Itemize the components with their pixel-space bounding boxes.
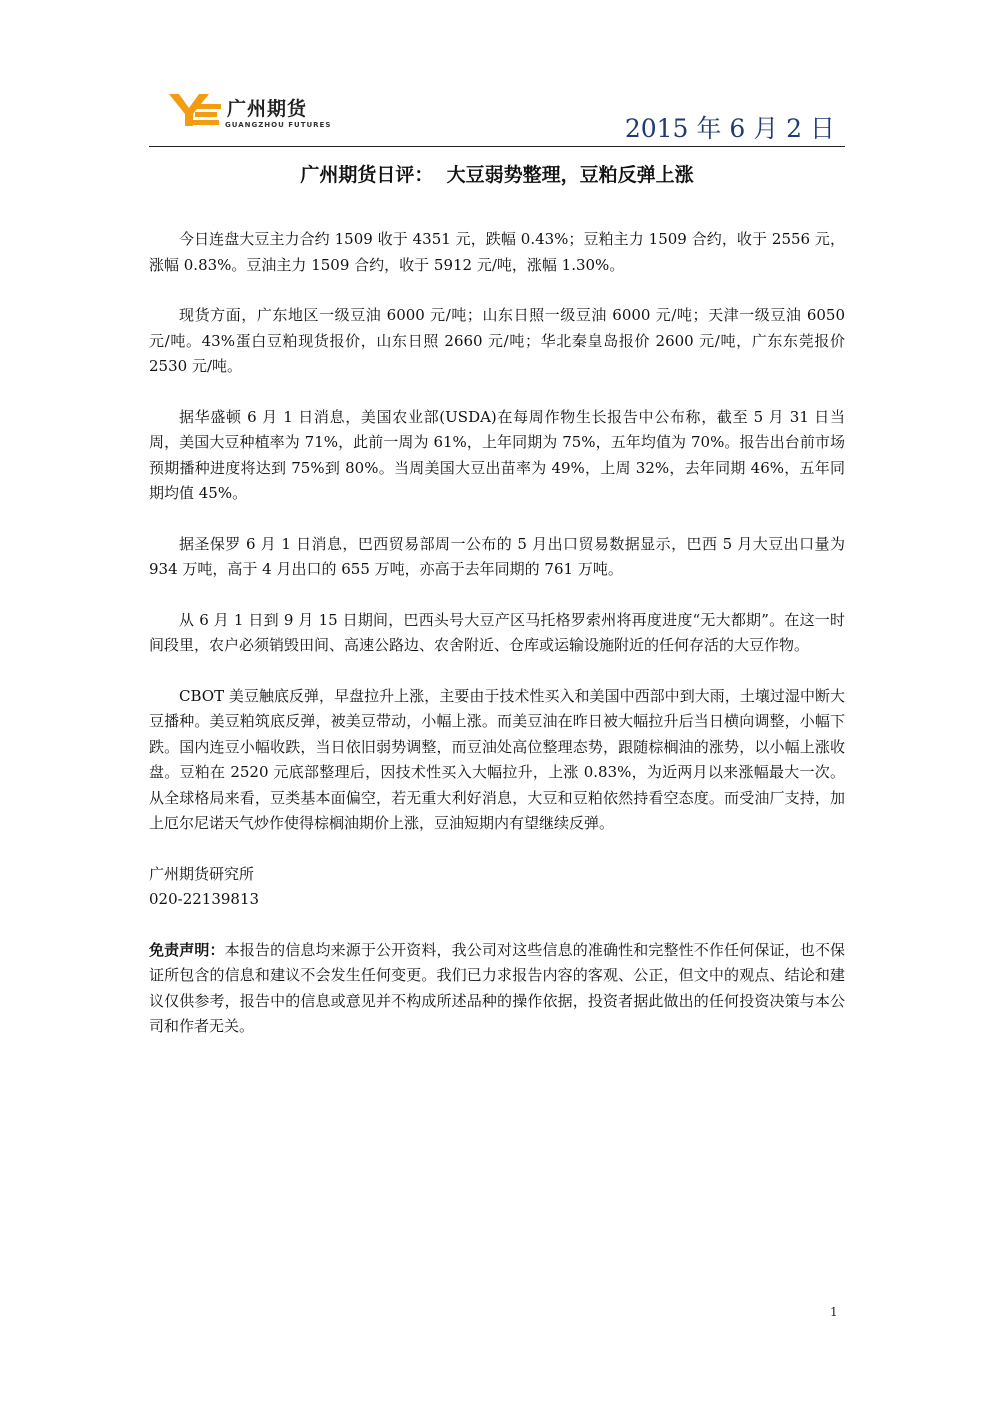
paragraph-brazil-exports: 据圣保罗 6 月 1 日消息，巴西贸易部周一公布的 5 月出口贸易数据显示，巴西 5 月大豆出口量为 934 万吨，高于 4 月出口的 655 万吨，亦高于去年同期的 761 万吨。 [149, 534, 845, 578]
logo-chinese-name: 广州期货 [227, 98, 308, 120]
logo-english-name: GUANGZHOU FUTURES [225, 121, 332, 129]
report-date: 2015 年 6 月 2 日 [624, 114, 835, 143]
disclaimer [149, 938, 845, 1040]
paragraph-spot-prices: 现货方面，广东地区一级豆油 6000 元/吨；山东日照一级豆油 6000 元/吨；天津一级豆油 6050 元/吨。43%蛋白豆粕现货报价，山东日照 2660 元/吨；华北秦皇岛报价 2600 元/吨，广东东莞报价 2530 元/吨。 [149, 306, 845, 375]
page-header [149, 84, 845, 148]
signature-phone: 020-22139813 [149, 890, 260, 908]
report-title: 广州期货日评： 大豆弱势整理，豆粕反弹上涨 [300, 164, 694, 186]
page-number: 1 [830, 1305, 838, 1319]
signature-block [149, 862, 845, 913]
paragraph-usda-report: 据华盛顿 6 月 1 日消息，美国农业部(USDA)在每周作物生长报告中公布称，截至 5 月 31 日当周，美国大豆种植率为 71%，此前一周为 61%，上年同期为 75%，五年均值为 70%。报告出台前市场预期播种进度将达到 75%到 80%。当周美国大豆出苗率为 49%，上周 32%，去年同期 46%，五年同期均值 45%。 [149, 407, 845, 502]
guangzhou-futures-logo-icon [169, 92, 223, 128]
report-body [149, 227, 845, 1040]
paragraph-brazil-soy-free-period: 从 6 月 1 日到 9 月 15 日期间，巴西头号大豆产区马托格罗索州将再度进度“无大都期”。在这一时间段里，农户必须销毁田间、高速公路边、农舍附近、仓库或运输设施附近的任何存活的大豆作物。 [149, 610, 845, 654]
paragraph-market-commentary: CBOT 美豆触底反弹，早盘拉升上涨，主要由于技术性买入和美国中西部中到大雨，土壤过湿中断大豆播种。美豆粕筑底反弹，被美豆带动，小幅上涨。而美豆油在昨日被大幅拉升后当日横向调整，小幅下跌。国内连豆小幅收跌，当日依旧弱势调整，而豆油处高位整理态势，跟随棕榈油的涨势，以小幅上涨收盘。豆粕在 2520 元底部整理后，因技术性买入大幅拉升，上涨 0.83%，为近两月以来涨幅最大一次。从全球格局来看，豆类基本面偏空，若无重大利好消息，大豆和豆粕依然持看空态度。而受油厂支持，加上厄尔尼诺天气炒作使得棕榈油期价上涨，豆油短期内有望继续反弹。 [149, 686, 845, 832]
company-logo [169, 90, 359, 138]
signature-org: 广州期货研究所 [149, 864, 255, 883]
header-divider [149, 146, 845, 147]
disclaimer-text: 本报告的信息均来源于公开资料，我公司对这些信息的准确性和完整性不作任何保证，也不保证所包含的信息和建议不会发生任何变更。我们已力求报告内容的客观、公正，但文中的观点、结论和建议仅供参考，报告中的信息或意见并不构成所述品种的操作依据，投资者据此做出的任何投资决策与本公司和作者无关。 [149, 940, 845, 1035]
disclaimer-label: 免责声明： [149, 940, 225, 959]
paragraph-market-close: 今日连盘大豆主力合约 1509 收于 4351 元，跌幅 0.43%；豆粕主力 1509 合约，收于 2556 元，涨幅 0.83%。豆油主力 1509 合约，收于 5912 元/吨，涨幅 1.30%。 [149, 230, 845, 274]
